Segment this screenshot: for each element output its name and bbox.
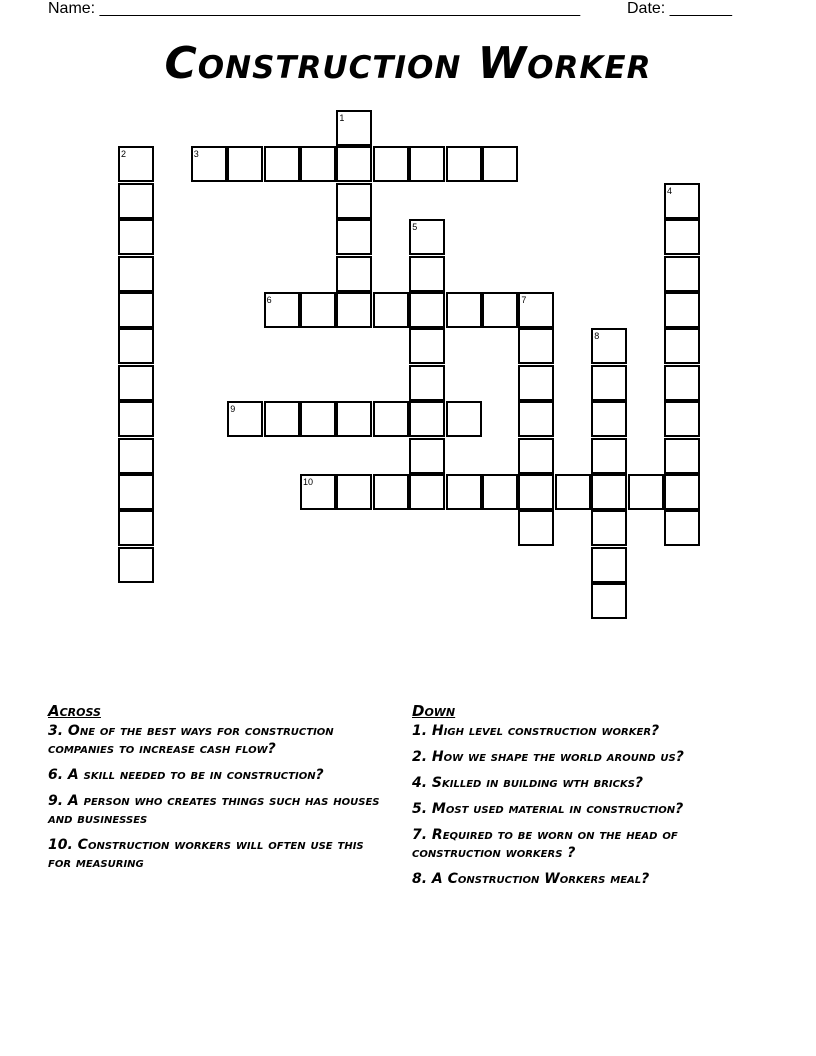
grid-cell[interactable] [482, 474, 518, 510]
grid-cell[interactable] [446, 292, 482, 328]
grid-cell[interactable] [373, 292, 409, 328]
grid-cell[interactable] [591, 401, 627, 437]
grid-cell[interactable] [336, 110, 372, 146]
grid-cell[interactable] [518, 328, 554, 364]
down-clue: 4. Skilled in building wth bricks? [412, 775, 644, 791]
clue-number: 3 [193, 149, 199, 160]
across-clue: 10. Construction workers will often use this for measuring [48, 837, 364, 871]
grid-cell[interactable] [482, 146, 518, 182]
clue-number: 4 [667, 185, 673, 196]
grid-cell[interactable] [518, 365, 554, 401]
grid-cell[interactable] [118, 438, 154, 474]
grid-cell[interactable] [373, 146, 409, 182]
grid-cell[interactable] [118, 401, 154, 437]
grid-cell[interactable] [264, 292, 300, 328]
clue-number: 7 [521, 295, 527, 305]
grid-cell[interactable] [373, 401, 409, 437]
grid-cell[interactable] [409, 146, 445, 182]
grid-cell[interactable] [409, 438, 445, 474]
grid-cell[interactable] [264, 401, 300, 437]
grid-cell[interactable] [336, 292, 372, 328]
grid-cell[interactable] [118, 219, 154, 255]
grid-cell[interactable] [118, 328, 154, 364]
across-heading: Across [48, 702, 101, 720]
grid-cell[interactable] [118, 474, 154, 510]
grid-cell[interactable] [118, 256, 154, 292]
across-clue: 9. A person who creates things such has houses and businesses [48, 793, 380, 827]
grid-cell[interactable] [227, 146, 263, 182]
grid-cell[interactable] [118, 547, 154, 583]
grid-cell[interactable] [336, 146, 372, 182]
grid-cell[interactable] [664, 510, 700, 546]
grid-cell[interactable] [518, 401, 554, 437]
grid-cell[interactable] [664, 474, 700, 510]
grid-cell[interactable] [118, 510, 154, 546]
down-clues [412, 702, 742, 896]
down-clue: 7. Required to be worn on the head of construction workers ? [412, 827, 678, 861]
grid-cell[interactable] [118, 365, 154, 401]
grid-cell[interactable] [591, 328, 627, 364]
grid-cell[interactable] [409, 292, 445, 328]
grid-cell[interactable] [191, 146, 227, 182]
grid-cell[interactable] [409, 328, 445, 364]
clue-number: 9 [230, 404, 236, 415]
grid-cell[interactable] [518, 438, 554, 474]
grid-cell[interactable] [591, 583, 627, 619]
grid-cell[interactable] [591, 510, 627, 546]
grid-cell[interactable] [518, 292, 554, 328]
grid-cell[interactable] [227, 401, 263, 437]
across-clue: 3. One of the best ways for construction companies to increase cash flow? [48, 723, 334, 757]
grid-cell[interactable] [664, 328, 700, 364]
clue-number: 5 [412, 222, 418, 233]
grid-cell[interactable] [591, 547, 627, 583]
grid-cell[interactable] [628, 474, 664, 510]
grid-cell[interactable] [591, 474, 627, 510]
grid-cell[interactable] [664, 401, 700, 437]
down-heading: Down [412, 702, 456, 720]
grid-cell[interactable] [264, 146, 300, 182]
grid-cell[interactable] [373, 474, 409, 510]
grid-cell[interactable] [664, 365, 700, 401]
down-clue: 8. A Construction Workers meal? [412, 871, 650, 887]
grid-cell[interactable] [446, 146, 482, 182]
grid-cell[interactable] [446, 474, 482, 510]
grid-cell[interactable] [518, 474, 554, 510]
grid-cell[interactable] [336, 183, 372, 219]
grid-cell[interactable] [664, 219, 700, 255]
grid-cell[interactable] [482, 292, 518, 328]
grid-cell[interactable] [409, 474, 445, 510]
grid-cell[interactable] [555, 474, 591, 510]
grid-cell[interactable] [300, 146, 336, 182]
grid-cell[interactable] [336, 256, 372, 292]
name-label: Name: ______________________________________________________ [48, 0, 581, 17]
clue-number: 10 [303, 477, 314, 487]
date-label: Date: _______ [627, 0, 732, 17]
grid-cell[interactable] [300, 474, 336, 510]
down-clue: 1. High level construction worker? [412, 723, 660, 739]
grid-cell[interactable] [591, 438, 627, 474]
clue-number: 8 [594, 331, 600, 342]
clue-number: 2 [121, 149, 127, 160]
down-clue: 5. Most used material in construction? [412, 801, 684, 817]
grid-cell[interactable] [409, 256, 445, 292]
grid-cell[interactable] [518, 510, 554, 546]
grid-cell[interactable] [664, 292, 700, 328]
grid-cell[interactable] [591, 365, 627, 401]
grid-cell[interactable] [336, 474, 372, 510]
down-clue: 2. How we shape the world around us? [412, 749, 684, 765]
grid-cell[interactable] [336, 401, 372, 437]
grid-cell[interactable] [664, 183, 700, 219]
grid-cell[interactable] [118, 292, 154, 328]
page-title: Construction Worker [164, 38, 652, 89]
grid-cell[interactable] [664, 438, 700, 474]
grid-cell[interactable] [336, 219, 372, 255]
grid-cell[interactable] [300, 401, 336, 437]
clue-number: 1 [339, 113, 345, 123]
grid-cell[interactable] [664, 256, 700, 292]
grid-cell[interactable] [118, 146, 154, 182]
grid-cell[interactable] [446, 401, 482, 437]
grid-cell[interactable] [409, 219, 445, 255]
grid-cell[interactable] [409, 401, 445, 437]
grid-cell[interactable] [118, 183, 154, 219]
across-clue: 6. A skill needed to be in construction? [48, 767, 324, 783]
across-clues [48, 702, 388, 880]
grid-cell[interactable] [409, 365, 445, 401]
grid-cell[interactable] [300, 292, 336, 328]
clue-number: 6 [266, 295, 272, 305]
